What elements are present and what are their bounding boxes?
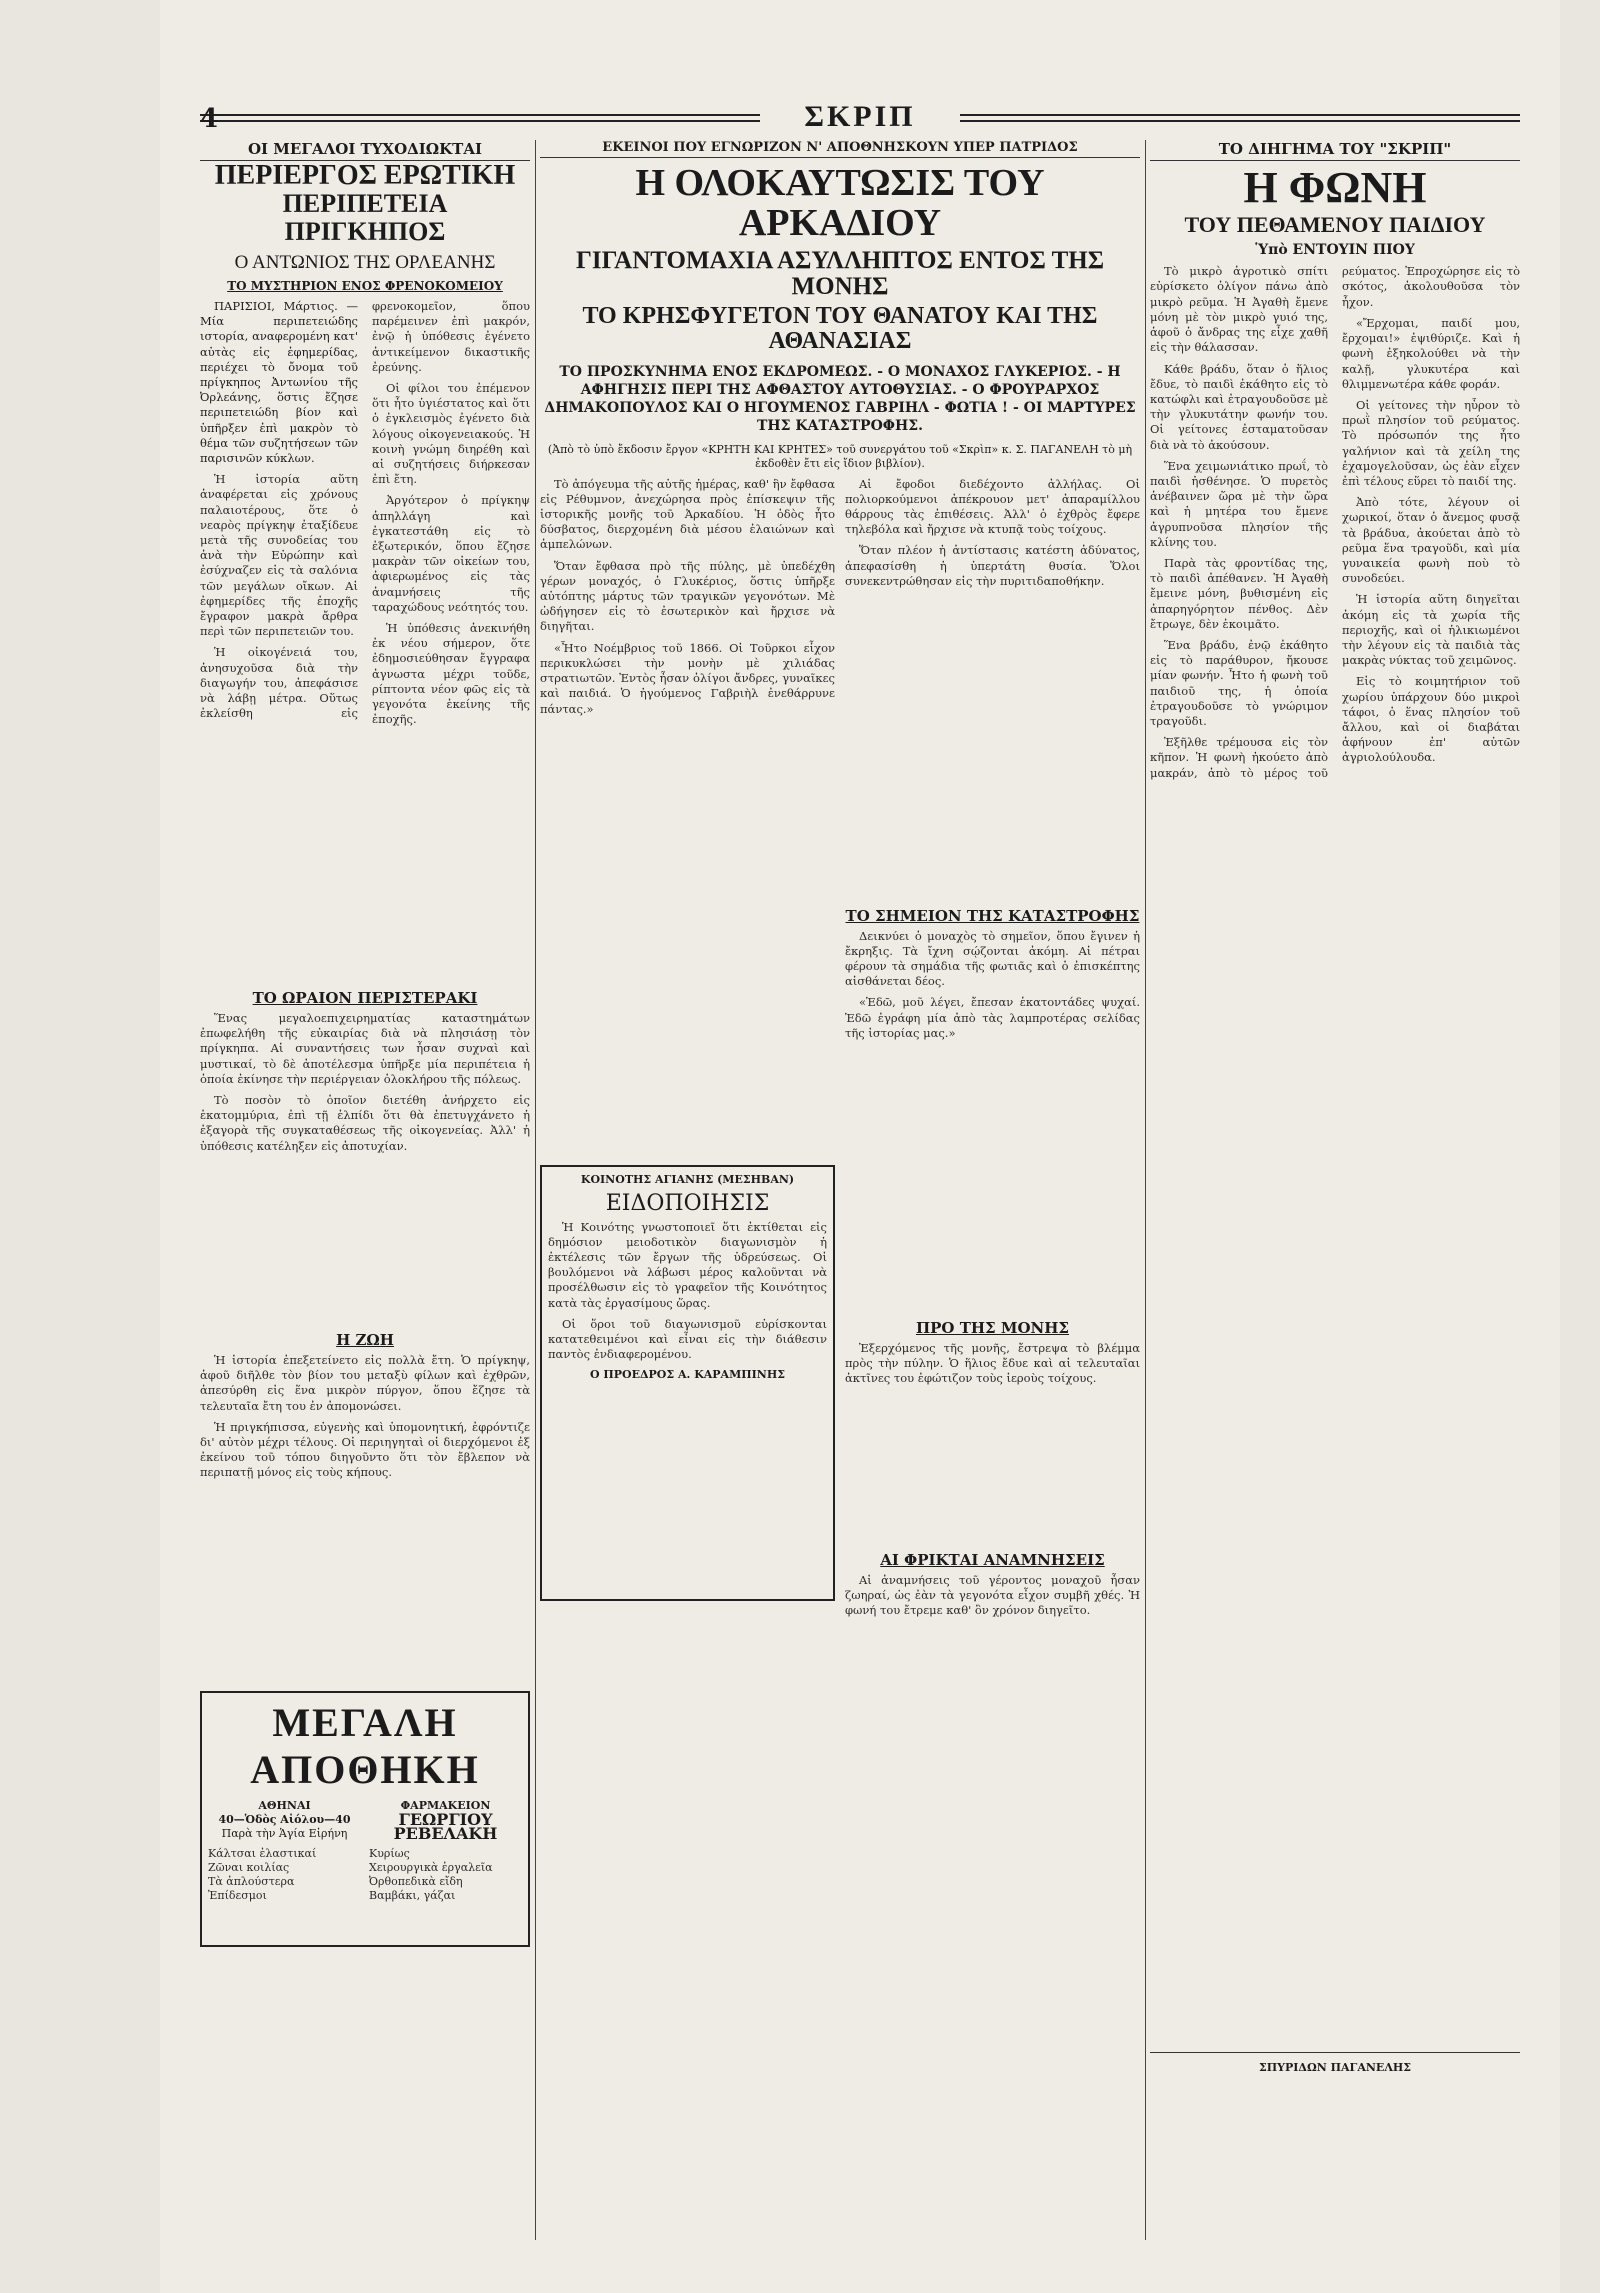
left-headline-2: ΠΕΡΙΠΕΤΕΙΑ ΠΡΙΓΚΗΠΟΣ: [282, 189, 448, 246]
masthead: [200, 100, 1520, 136]
center-kicker: ΕΚΕΙΝΟΙ ΠΟΥ ΕΓΝΩΡΙΖΟΝ Ν' ΑΠΟΘΝΗΣΚΟΥΝ ΥΠΕΡ ΠΑΤΡΙΔΟΣ: [540, 140, 1140, 158]
left-section-2: Η ΖΩΗ: [336, 1330, 394, 1349]
right-headline-2: ΤΟΥ ΠΕΘΑΜΕΝΟΥ ΠΑΙΔΙΟΥ: [1184, 212, 1486, 238]
left-kicker: ΟΙ ΜΕΓΑΛΟΙ ΤΥΧΟΔΙΩΚΤΑΙ: [200, 140, 530, 161]
center-section-2: ΠΡΟ ΤΗΣ ΜΟΝΗΣ: [915, 1318, 1070, 1337]
paper-name: ΣΚΡΙΠ: [760, 100, 960, 134]
notice-title: ΕΙΔΟΠΟΙΗΣΙΣ: [605, 1190, 770, 1216]
newspaper-page: [160, 0, 1560, 2293]
left-headline-3: Ο ΑΝΤΩΝΙΟΣ ΤΗΣ ΟΡΛΕΑΝΗΣ: [234, 251, 496, 273]
notice-kicker: ΚΟΙΝΟΤΗΣ ΑΓΙΑΝΗΣ (ΜΕΣΗΒΑΝ): [580, 1172, 795, 1186]
notice-box: [540, 1165, 835, 1601]
right-byline: Ὑπὸ ΕΝΤΟΥΙΝ ΠΙΟΥ: [1255, 242, 1415, 259]
ad-note: Παρὰ τὴν Ἁγία Εἰρήνη: [221, 1826, 348, 1840]
center-section-1: ΤΟ ΣΗΜΕΙΟΝ ΤΗΣ ΚΑΤΑΣΤΡΟΦΗΣ: [845, 906, 1140, 925]
center-subhead: ΤΟ ΠΡΟΣΚΥΝΗΜΑ ΕΝΟΣ ΕΚΔΡΟΜΕΩΣ. - Ο ΜΟΝΑΧΟΣ ΓΛΥΚΕΡΙΟΣ. - Η ΑΦΗΓΗΣΙΣ ΠΕΡΙ ΤΗΣ ΑΦΘΑΣΤΟΥ ΑΥΤΟΘΥΣΙΑΣ. - Ο ΦΡΟΥΡΑΡΧΟΣ ΔΗΜΑΚΟΠΟΥΛΟΣ ΚΑΙ Ο ΗΓΟΥΜΕΝΟΣ ΓΑΒΡΙΗΛ - ΦΩΤΙΑ ! - ΟΙ ΜΑΡΤΥΡΕΣ ΤΗΣ ΚΑΤΑΣΤΡΟΦΗΣ.: [544, 363, 1136, 434]
left-column: [200, 140, 530, 2240]
pharmacy-advertisement: ΜΕΓΑΛΗ ΑΠΟΘΗΚΗ ΑΘΗΝΑΙ 40—Ὁδὸς Αἰόλου—40 Παρὰ τὴν Ἁγία Εἰρήνη Κάλτσαι ἐλαστικαί Ζῶναι κοιλίας Τὰ ἀπλούστερα Ἐπίδεσμοι ΦΑΡΜΑΚΕΙΟΝ ΓΕΩΡΓΙΟΥ ΡΕΒΕΛΑΚΗ Κυρίως Χειρουργικὰ ἐργαλεῖα Ὀρθοπεδικὰ εἴδη Βαμβάκι, γάζαι: [200, 1691, 530, 1947]
left-headline-1: ΠΕΡΙΕΡΓΟΣ ΕΡΩΤΙΚΗ: [214, 160, 516, 191]
center-article-body-2: Αἱ ἔφοδοι διεδέχοντο ἀλλήλας. Οἱ πολιορκούμενοι ἀπέκρουον μετ' ἀπαραμίλλου θάρρους τὰς ἐπιθέσεις. Ἀλλ' ὁ ἐχθρὸς ἔφερε τηλεβόλα καὶ ἤρχισε νὰ κτυπᾷ τοὺς τοίχους. Ὅταν πλέον ἡ ἀντίστασις κατέστη ἀδύνατος, ἀπεφασίσθη ἡ ὑπερτάτη θυσία. Ὅλοι συνεκεντρώθησαν εἰς τὴν πυριτιδαποθήκην.: [845, 476, 1140, 588]
center-section-3-body: Αἱ ἀναμνήσεις τοῦ γέροντος μοναχοῦ ἦσαν ζωηραί, ὡς ἐὰν τὰ γεγονότα εἶχον συμβῆ χθές. Ἡ φωνή του ἔτρεμε καθ' ὃν χρόνον διηγεῖτο.: [845, 1572, 1140, 1618]
center-headline-3: ΤΟ ΚΡΗΣΦΥΓΕΤΟΝ ΤΟΥ ΘΑΝΑΤΟΥ ΚΑΙ ΤΗΣ ΑΘΑΝΑΣΙΑΣ: [582, 303, 1098, 355]
left-headline-4: ΤΟ ΜΥΣΤΗΡΙΟΝ ΕΝΟΣ ΦΡΕΝΟΚΟΜΕΙΟΥ: [227, 278, 503, 293]
ad-city: ΑΘΗΝΑΙ: [258, 1798, 311, 1812]
notice-signature: Ο ΠΡΟΕΔΡΟΣ Α. ΚΑΡΑΜΠΙΝΗΣ: [589, 1368, 786, 1382]
center-article-body-1: Τὸ ἀπόγευμα τῆς αὐτῆς ἡμέρας, καθ' ἣν ἔφθασα εἰς Ρέθυμνον, ἀνεχώρησα πρὸς ἐπίσκεψιν τῆς ἱστορικῆς μονῆς τοῦ Ἀρκαδίου. Ἡ ὁδὸς ἦτο δύσβατος, διερχομένη διὰ μέσου ἐλαιώνων καὶ ἀμπελώνων. Ὅταν ἔφθασα πρὸ τῆς πύλης, μὲ ὑπεδέχθη γέρων μοναχός, ὁ Γλυκέριος, ὅστις ὑπῆρξε αὐτόπτης μάρτυς τῶν τραγικῶν γεγονότων. Μὲ ὡδήγησεν εἰς τὸ ἐσωτερικὸν καὶ ἤρχισε νὰ διηγῆται. «Ἦτο Νοέμβριος τοῦ 1866. Οἱ Τοῦρκοι εἶχον περικυκλώσει τὴν μονὴν μὲ χιλιάδας στρατιωτῶν. Ἐντὸς ἦσαν ὀλίγοι ἄνδρες, γυναῖκες καὶ παιδιά. Ὁ ἡγούμενος Γαβριὴλ ἐνεθάρρυνε πάντας.»: [540, 476, 835, 716]
ad-pharmacy: ΦΑΡΜΑΚΕΙΟΝ: [400, 1798, 491, 1812]
center-section-2-body: Ἐξερχόμενος τῆς μονῆς, ἔστρεψα τὸ βλέμμα πρὸς τὴν πύλην. Ὁ ἥλιος ἔδυε καὶ αἱ τελευταῖαι ἀκτῖνες του ἐφώτιζον τοὺς ἱεροὺς τοίχους.: [845, 1340, 1140, 1386]
ad-address: 40—Ὁδὸς Αἰόλου—40: [218, 1812, 351, 1826]
right-story-body: Τὸ μικρὸ ἀγροτικὸ σπίτι εὑρίσκετο ὀλίγον πάνω ἀπὸ μικρὸ ρεῦμα. Ἡ Ἀγαθὴ ἔμενε μόνη μὲ τὸν μικρὸ γυιό της, ἀφοῦ ὁ ἄνδρας της εἶχε χαθῆ εἰς τὴν θάλασσαν. Κάθε βράδυ, ὅταν ὁ ἥλιος ἔδυε, τὸ παιδὶ ἐκάθητο εἰς τὸ κατώφλι καὶ ἐτραγουδοῦσε μὲ τὴν γλυκυτάτην φωνήν του. Οἱ γείτονες ἐσταματοῦσαν διὰ νὰ τὸ ἀκούσουν. Ἕνα χειμωνιάτικο πρωΐ, τὸ παιδὶ ἠσθένησε. Ὁ πυρετὸς ἀνέβαινεν ὥρα μὲ τὴν ὥρα καὶ ἡ μητέρα του ἔμενε ἀγρυπνοῦσα πλησίον τῆς κλίνης του. Παρὰ τὰς φροντίδας της, τὸ παιδὶ ἀπέθανεν. Ἡ Ἀγαθὴ ἔμεινε μόνη, βυθισμένη εἰς ἀπαρηγόρητον πένθος. Δὲν ἔτρωγε, δὲν ἐκοιμᾶτο. Ἕνα βράδυ, ἐνῷ ἐκάθητο εἰς τὸ παράθυρον, ἤκουσε μίαν φωνήν. Ἦτο ἡ φωνὴ τοῦ παιδιοῦ της, ἡ ὁποία ἐτραγουδοῦσε τὸ γνώριμον τραγοῦδι. Ἐξῆλθε τρέμουσα εἰς τὸν κῆπον. Ἡ φωνὴ ἠκούετο ἀπὸ μακράν, ἀπὸ τὸ μέρος τοῦ ρεύματος. Ἐπροχώρησε εἰς τὸ σκότος, ἀκολουθοῦσα τὸν ἦχον. «Ἔρχομαι, παιδί μου, ἔρχομαι!» ἐψιθύριζε. Καὶ ἡ φωνὴ ἐξηκολούθει νὰ τὴν καλῇ, γλυκυτέρα καὶ θλιμμενωτέρα κάθε φοράν. Οἱ γείτονες τὴν ηὗρον τὸ πρωῒ πλησίον τοῦ ρεύματος. Τὸ πρόσωπόν της ἦτο γαλήνιον καὶ τὰ χείλη της ἐχαμογελοῦσαν, ὡς ἐὰν εἶχεν ἐπὶ τέλους εὕρει τὸ παιδί της. Ἀπὸ τότε, λέγουν οἱ χωρικοί, ὅταν ὁ ἄνεμος φυσᾷ τὰ βράδυα, ἀκούεται ἀπὸ τὸ ρεῦμα ἕνα τραγοῦδι, καὶ μία γυναικεία φωνὴ ποὺ τὸ συνοδεύει. Ἡ ἱστορία αὕτη διηγεῖται ἀκόμη εἰς τὰ χωρία τῆς περιοχῆς, καὶ οἱ ἡλικιωμένοι τὴν λέγουν εἰς τὰ παιδιὰ τὰς μακρὰς νύκτας τοῦ χειμῶνος. Εἰς τὸ κοιμητήριον τοῦ χωρίου ὑπάρχουν δύο μικροὶ τάφοι, ὁ ἕνας πλησίον τοῦ ἄλλου, καὶ οἱ διαβάται ἀφήνουν ἐπ' αὐτῶν ἀγριολούλουδα.: [1150, 264, 1520, 780]
center-headline-1: Η ΟΛΟΚΑΥΤΩΣΙΣ ΤΟΥ ΑΡΚΑΔΙΟΥ: [635, 162, 1045, 244]
right-column: [1150, 140, 1520, 2240]
center-intro: (Ἀπὸ τὸ ὑπὸ ἔκδοσιν ἔργον «ΚΡΗΤΗ ΚΑΙ ΚΡΗΤΕΣ» τοῦ συνεργάτου τοῦ «Σκρὶπ» κ. Σ. ΠΑΓΑΝΕΛΗ τὸ μὴ ἐκδοθὲν ἔτι εἰς ἴδιον βιβλίον).: [547, 442, 1133, 470]
center-headline-2: ΓΙΓΑΝΤΟΜΑΧΙΑ ΑΣΥΛΛΗΠΤΟΣ ΕΝΤΟΣ ΤΗΣ ΜΟΝΗΣ: [575, 246, 1105, 301]
left-section-1-body: Ἕνας μεγαλοεπιχειρηματίας καταστημάτων ἐπωφελήθη τῆς εὐκαιρίας διὰ νὰ πλησιάσῃ τὸν πρίγκηπα. Αἱ συναντήσεις των ἦσαν συχναὶ καὶ μυστικαί, τὸ δὲ ἀποτέλεσμα ὑπῆρξε μία περιπέτεια ἡ ὁποία ἐκίνησε τὴν περιέργειαν ὁλοκλήρου τῆς πόλεως. Τὸ ποσὸν τὸ ὁποῖον διετέθη ἀνήρχετο εἰς ἑκατομμύρια, ἐπὶ τῇ ἐλπίδι ὅτι θὰ ἐπετυγχάνετο ἡ ἐξαγορὰ τῆς συγκαταθέσεως τῆς οἰκογενείας. Ἀλλ' ἡ ὑπόθεσις κατέληξεν εἰς ἀποτυχίαν.: [200, 1010, 530, 1153]
left-article-body: ΠΑΡΙΣΙΟΙ, Μάρτιος. — Μία περιπετειώδης ιστορία, αναφερομένη κατ' αὐτὰς εἰς ἐφημερίδας, περιέχει τὸ ὄνομα τοῦ πρίγκηπος Ἀντωνίου τῆς Ὀρλεάνης, ὅστις ἔζησε περιπετειώδη βίον καὶ ὑπῆρξεν ἐπὶ μακρὸν τὸ θέμα τῶν συζητήσεων τῶν παρισινῶν κύκλων. Ἡ ἱστορία αὕτη ἀναφέρεται εἰς χρόνους παλαιοτέρους, ὅτε ὁ νεαρὸς πρίγκηψ ἐταξίδευε μετὰ τῆς συνοδείας του ἀνὰ τὴν Εὐρώπην καὶ ἐσύχναζεν εἰς τὰ σαλόνια τῶν μεγάλων οἴκων. Αἱ ἐφημερίδες τῆς ἐποχῆς ἔγραφον μακρὰ ἄρθρα περὶ τῶν περιπετειῶν του. Ἡ οἰκογένειά του, ἀνησυχοῦσα διὰ τὴν διαγωγήν του, ἀπεφάσισε νὰ λάβῃ μέτρα. Οὕτως ἐκλείσθη εἰς φρενοκομεῖον, ὅπου παρέμεινεν ἐπὶ μακρόν, ἐνῷ ἡ ὑπόθεσις ἐγένετο ἀντικείμενον δικαστικῆς ἐρεύνης. Οἱ φίλοι του ἐπέμενον ὅτι ἦτο ὑγιέστατος καὶ ὅτι ὁ ἐγκλεισμὸς ἐγένετο διὰ λόγους οἰκογενειακούς. Ἡ κοινὴ γνώμη διηρέθη καὶ αἱ συζητήσεις διήρκεσαν ἐπὶ ἔτη. Ἀργότερον ὁ πρίγκηψ ἀπηλλάγη καὶ ἐγκατεστάθη εἰς τὸ ἐξωτερικόν, ὅπου ἔζησε μακρὰν τῶν οἰκείων του, ἀφιερωμένος εἰς τὰς ἀναμνήσεις τῆς ταραχώδους νεότητός του. Ἡ ὑπόθεσις ἀνεκινήθη ἐκ νέου σήμερον, ὅτε ἐδημοσιεύθησαν ἔγγραφα ἀγνωστα μέχρι τοῦδε, ρίπτοντα νέον φῶς εἰς τὰ γεγονότα ἐκείνης τῆς ἐποχῆς.: [200, 298, 530, 727]
right-author-signature: ΣΠΥΡΙΔΩΝ ΠΑΓΑΝΕΛΗΣ: [1258, 2061, 1412, 2075]
notice-body: Ἡ Κοινότης γνωστοποιεῖ ὅτι ἐκτίθεται εἰς δημόσιον μειοδοτικὸν διαγωνισμὸν ἡ ἐκτέλεσις τῶν ἔργων τῆς ὑδρεύσεως. Οἱ βουλόμενοι νὰ λάβωσι μέρος καλοῦνται νὰ προσέλθωσιν εἰς τὸ γραφεῖον τῆς Κοινότητος κατὰ τὰς ἐργασίμους ὥρας. Οἱ ὅροι τοῦ διαγωνισμοῦ εὑρίσκονται κατατεθειμένοι καὶ εἶναι εἰς τὴν διάθεσιν παντὸς ἐνδιαφερομένου.: [548, 1219, 827, 1362]
center-section-1-body: Δεικνύει ὁ μοναχὸς τὸ σημεῖον, ὅπου ἔγινεν ἡ ἔκρηξις. Τὰ ἴχνη σῴζονται ἀκόμη. Αἱ πέτραι φέρουν τὰ σημάδια τῆς φωτιᾶς καὶ ὁ ἐπισκέπτης αἰσθάνεται δέος. «Ἐδῶ, μοῦ λέγει, ἔπεσαν ἑκατοντάδες ψυχαί. Ἐδῶ ἐγράφη μία ἀπὸ τὰς λαμπροτέρας σελίδας τῆς ἱστορίας μας.»: [845, 928, 1140, 1040]
page-number: 4: [200, 104, 219, 134]
left-section-1: ΤΟ ΩΡΑΙΟΝ ΠΕΡΙΣΤΕΡΑΚΙ: [252, 988, 478, 1007]
left-section-2-body: Ἡ ἱστορία ἐπεξετείνετο εἰς πολλὰ ἔτη. Ὁ πρίγκηψ, ἀφοῦ διῆλθε τὸν βίον του μεταξὺ φίλων καὶ ἐχθρῶν, ἀπεσύρθη εἰς ἕνα μικρὸν πύργον, ὅπου ἔζησε τὰ τελευταῖα ἔτη του ἐν ἀπομονώσει. Ἡ πριγκήπισσα, εὐγενὴς καὶ ὑπομονητική, ἐφρόντιζε δι' αὐτὸν μέχρι τέλους. Οἱ περιηγηταὶ οἱ διερχόμενοι ἐξ ἐκείνου τοῦ τόπου διηγοῦντο ὅτι τὸν ἔβλεπον νὰ περιπατῇ μόνος εἰς τοὺς κήπους.: [200, 1352, 530, 1480]
right-kicker: ΤΟ ΔΙΗΓΗΜΑ ΤΟΥ "ΣΚΡΙΠ": [1150, 140, 1520, 161]
ad-owner: ΓΕΩΡΓΙΟΥ ΡΕΒΕΛΑΚΗ: [393, 1809, 498, 1843]
ad-title: ΜΕΓΑΛΗ ΑΠΟΘΗΚΗ: [250, 1699, 480, 1792]
left-lead: ΠΑΡΙΣΙΟΙ, Μάρτιος. — Μία περιπετειώδης ιστορία, αναφερομένη κατ' αὐτὰς εἰς ἐφημερίδας, περιέχει τὸ ὄνομα τοῦ πρίγκηπος Ἀντωνίου τῆς Ὀρλεάνης, ὅστις ἔζησε περιπετειώδη βίον καὶ ὑπῆρξεν ἐπὶ μακρὸν τὸ θέμα τῶν συζητήσεων τῶν παρισινῶν κύκλων.: [200, 298, 358, 465]
center-column: [540, 140, 1140, 2240]
right-headline-1: Η ΦΩΝΗ: [1243, 163, 1427, 212]
center-section-3: ΑΙ ΦΡΙΚΤΑΙ ΑΝΑΜΝΗΣΕΙΣ: [880, 1550, 1105, 1569]
